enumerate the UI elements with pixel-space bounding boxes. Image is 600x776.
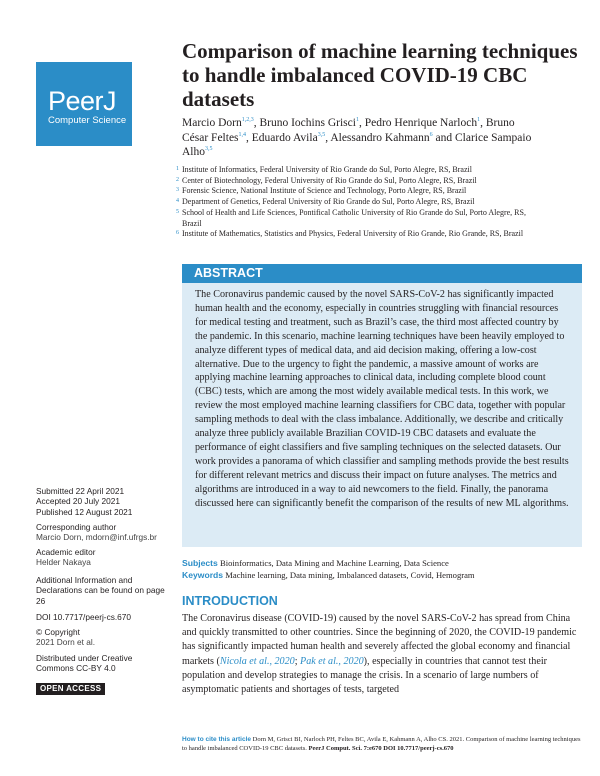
author-affiliation-marker: 6 <box>429 131 433 138</box>
citation-link[interactable]: Pak et al., 2020 <box>300 655 364 667</box>
abstract-box <box>182 264 582 547</box>
author-name[interactable]: Bruno César Feltes <box>182 117 515 144</box>
footer-journal: PeerJ Comput. Sci. 7:e670 DOI 10.7717/peerj-cs.670 <box>308 745 454 752</box>
author-affiliation-marker: 3,5 <box>205 146 213 153</box>
affiliation-text: Institute of Informatics, Federal University of Rio Grande do Sul, Porto Alegre, RS, Brazil <box>182 165 472 174</box>
author-list <box>182 116 542 160</box>
author-affiliation-marker: 1 <box>355 117 359 124</box>
license-link[interactable]: Distributed under Creative Commons CC-BY 4.0 <box>36 653 133 674</box>
author-separator: , <box>253 117 260 129</box>
open-access-badge: OPEN ACCESS <box>36 683 105 695</box>
affiliation-item <box>176 165 536 176</box>
subjects-keywords <box>182 557 582 581</box>
affiliation-item <box>176 208 536 229</box>
author-name[interactable]: Alessandro Kahmann <box>330 131 430 144</box>
copyright-label: Copyright <box>44 627 80 637</box>
affiliation-text: School of Health and Life Sciences, Pontifical Catholic University of Rio Grande do Sul, Porto Alegre, RS, Brazil <box>182 207 526 228</box>
doi-link[interactable]: DOI 10.7717/peerj-cs.670 <box>36 612 132 622</box>
copyright-holder: 2021 Dorn et al. <box>36 637 96 648</box>
subjects-text: Bioinformatics, Data Mining and Machine Learning, Data Science <box>219 558 449 568</box>
affiliation-item <box>176 229 536 240</box>
academic-editor-block <box>36 547 166 568</box>
author-affiliation-marker: 1 <box>477 117 481 124</box>
affiliation-number: 1 <box>176 166 179 172</box>
copyright-block <box>36 627 166 648</box>
affiliation-number: 6 <box>176 230 179 237</box>
author-name[interactable]: Bruno Iochins Grisci <box>259 117 356 129</box>
open-access-block <box>36 683 166 695</box>
peerj-logo <box>36 62 132 146</box>
dates-block <box>36 486 166 517</box>
author-name[interactable]: Eduardo Avila <box>251 131 318 144</box>
affiliation-item <box>176 197 536 208</box>
paper-title: Comparison of machine learning techniques to handle imbalanced COVID-19 CBC datasets <box>182 39 578 111</box>
affiliation-list <box>176 165 536 240</box>
affiliation-number: 4 <box>176 198 179 205</box>
academic-editor-label: Academic editor <box>36 547 96 557</box>
abstract-text: The Coronavirus pandemic caused by the novel SARS-CoV-2 has significantly impacted human health and the economy, especially in countries struggling with financial resources for medical testing and treatment, such as Brazil’s case, the third most affected country by the pandemic. In this scenario, machine learning techniques have been heavily employed to analyze different types of medical data, and aid decision making, offering a low-cost alternative. Due to the urgency to fight the pandemic, a massive amount of works are applying machine learning approaches to clinical data, including complete blood count (CBC) tests, which are among the most widely available medical tests. In this work, we review the most employed machine learning classifiers for CBC data, together with popular sampling methods to deal with the class imbalance. Additionally, we describe and critically analyze three publicly available Brazilian COVID-19 CBC datasets and evaluate the performance of eight classifiers and five sampling techniques on the selected datasets. Our work provides a panorama of which classifier and sampling methods provide the best results for different relevant metrics and discuss their impact on future analyses. The metrics and algorithms are introduced in a way to aid newcomers to the field. Finally, the panorama discussed here can significantly benefit the comparison of the results of new ML algorithms. <box>195 289 569 509</box>
subjects-label: Subjects <box>182 558 218 568</box>
keywords-text: Machine learning, Data mining, Imbalanced datasets, Covid, Hemogram <box>225 570 475 580</box>
corresponding-author-link[interactable]: Marcio Dorn, mdorn@inf.ufrgs.br <box>36 532 157 543</box>
author-affiliation-marker: 3,5 <box>317 131 326 138</box>
affiliation-item <box>176 176 536 187</box>
abstract-heading: ABSTRACT <box>182 264 582 283</box>
copyright-icon: © <box>36 627 43 637</box>
footer-label: How to cite this article <box>182 736 251 743</box>
affiliation-number: 2 <box>176 176 179 183</box>
author-name[interactable]: Pedro Henrique Narloch <box>364 117 478 129</box>
footer-text: Dorn M, Grisci BI, Narloch PH, Feltes BC, Avila E, Kahmann A, Alho CS. 2021. Comparison of machine learning techniques to handle imbalanced COVID-19 CBC datasets. <box>182 736 581 752</box>
introduction-heading: INTRODUCTION <box>182 594 278 608</box>
submitted-date: Submitted 22 April 2021 <box>36 486 125 496</box>
affiliation-number: 3 <box>176 187 179 194</box>
citation-footer <box>182 735 584 753</box>
author-separator: and <box>432 131 455 144</box>
logo-wordmark: PeerJ <box>48 86 117 116</box>
accepted-date: Accepted 20 July 2021 <box>36 496 120 507</box>
author-affiliation-marker: 1,4 <box>238 131 247 138</box>
affiliation-item <box>176 186 536 197</box>
author-name[interactable]: Clarice Sampaio Alho <box>182 131 532 158</box>
author-separator: , <box>480 117 486 129</box>
additional-information-link[interactable]: Additional Information and Declarations can be found on page 26 <box>36 575 165 606</box>
academic-editor-name: Helder Nakaya <box>36 557 91 568</box>
author-affiliation-marker: 1,2,3 <box>241 117 254 124</box>
affiliation-text: Forensic Science, National Institute of Science and Technology, Porto Alegre, RS, Brazil <box>182 186 467 196</box>
citation-link[interactable]: Nicola et al., 2020 <box>219 655 295 667</box>
author-separator: , <box>325 131 331 144</box>
logo-subtitle: Computer Science <box>48 115 127 126</box>
affiliation-text: Department of Genetics, Federal University of Rio Grande do Sul, Porto Alegre, RS, Brazil <box>182 197 475 207</box>
introduction-text: The Coronavirus disease (COVID-19) caused by the novel SARS-CoV-2 has spread from China and quickly transmitted to other countries. Since the beginning of 2020, the COVID-19 pandemic has significantly impacted human health and severely affected the global economy and financial markets (Nicola et al., 2020; Pak et al., 2020), especially in countries that cannot test their population and develop strategies to manage the crisis. In a scenario of large numbers of asymptomatic patients and shortages of tests, targeted <box>182 613 577 696</box>
keywords-label: Keywords <box>182 570 224 580</box>
author-separator: , <box>246 131 252 144</box>
corresponding-author-block <box>36 522 166 543</box>
author-name[interactable]: Marcio Dorn <box>182 117 242 129</box>
affiliation-text: Institute of Mathematics, Statistics and Physics, Federal University of Rio Grande, Rio Grande, RS, Brazil <box>182 229 524 239</box>
author-separator: , <box>358 117 365 129</box>
corresponding-author-label: Corresponding author <box>36 522 117 532</box>
affiliation-number: 5 <box>176 208 179 215</box>
published-date: Published 12 August 2021 <box>36 506 133 517</box>
affiliation-text: Center of Biotechnology, Federal University of Rio Grande do Sul, Porto Alegre, RS, Brazil <box>182 175 477 185</box>
